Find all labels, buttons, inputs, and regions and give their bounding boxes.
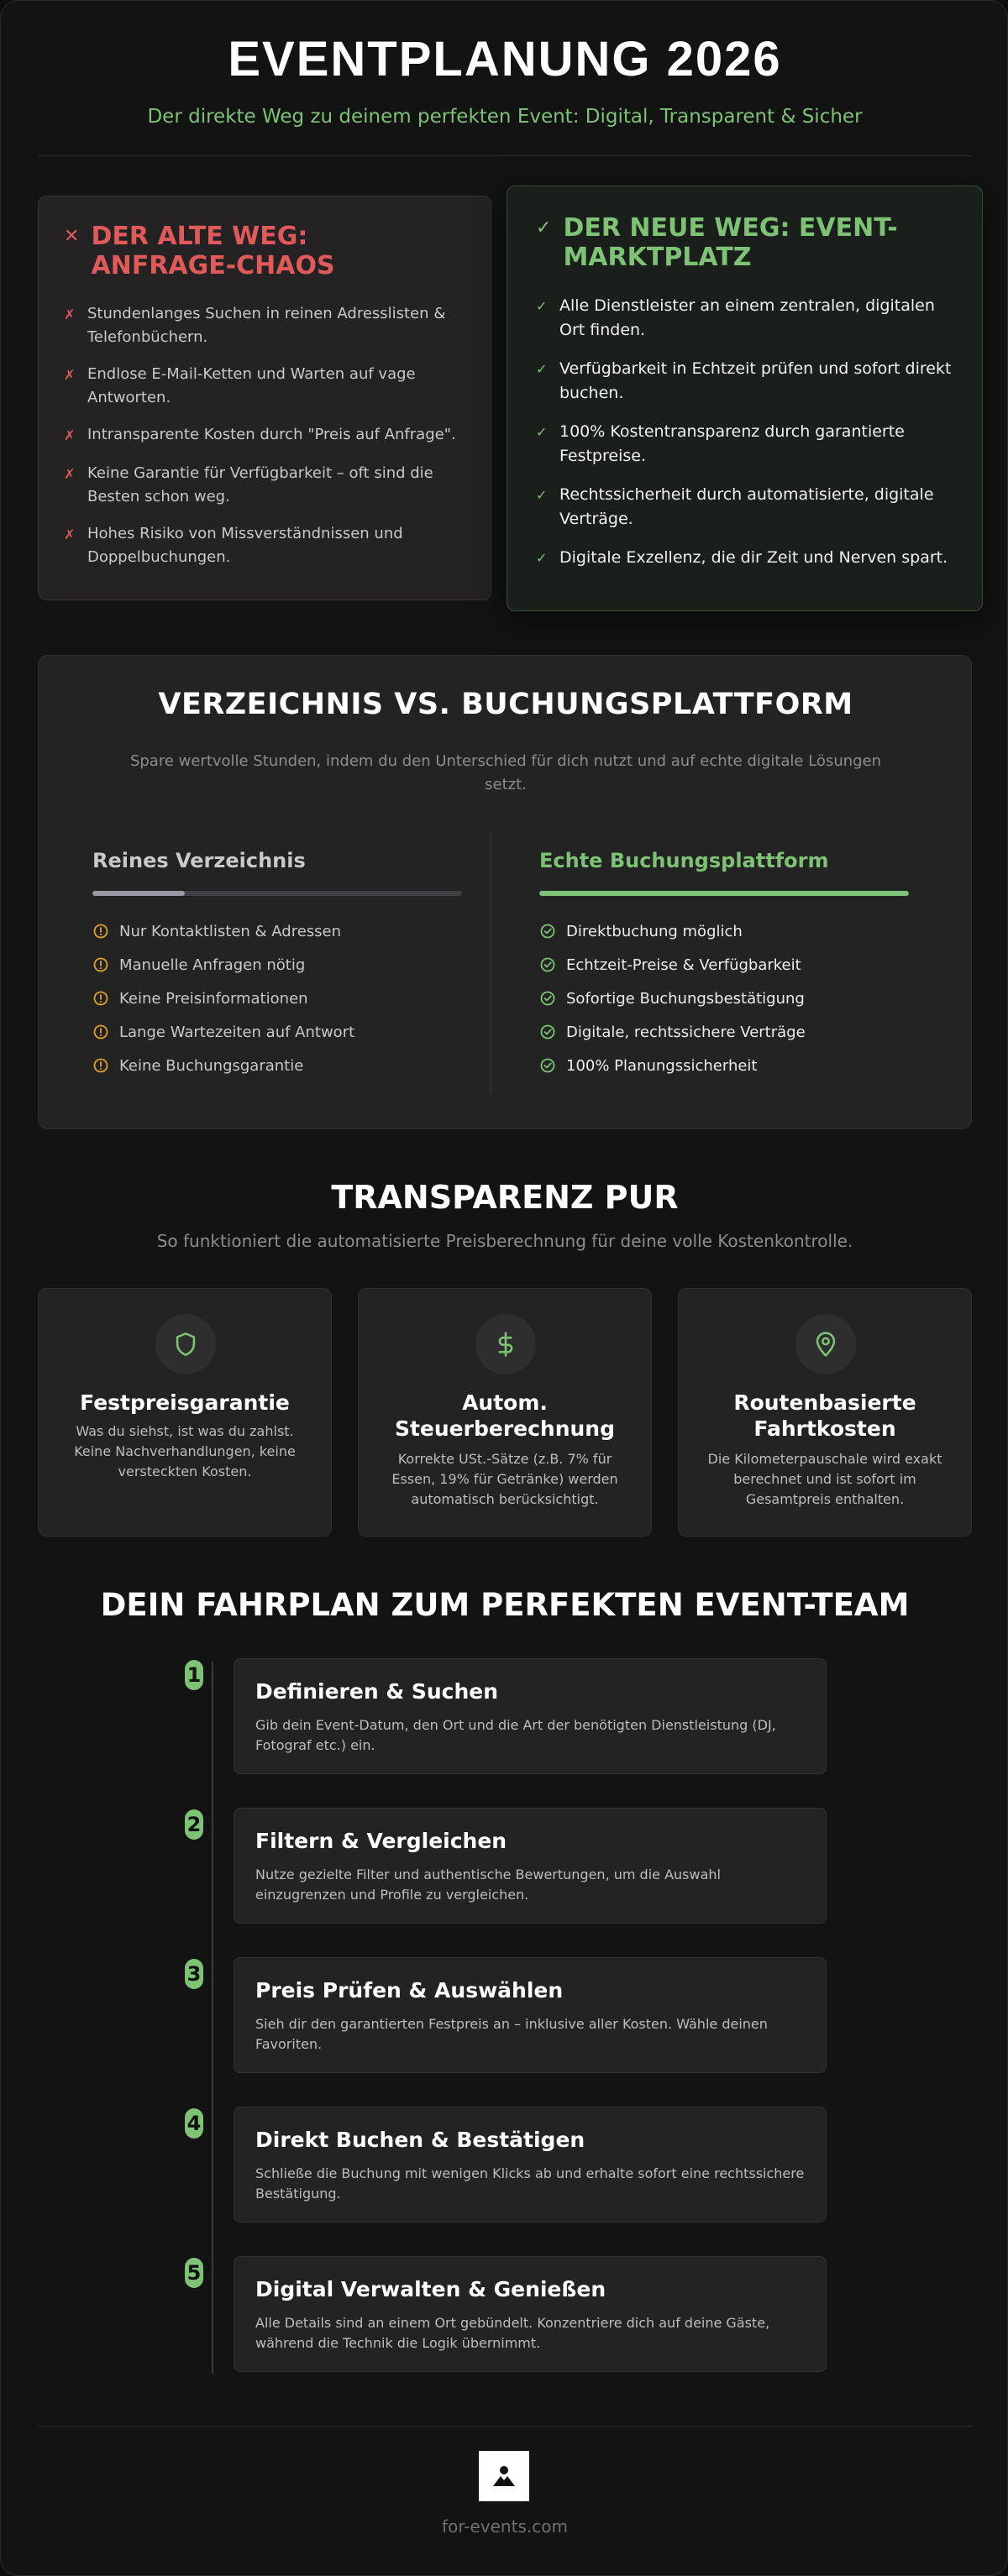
- page-subtitle: Der direkte Weg zu deinem perfekten Event: Digital, Transparent & Sicher: [147, 106, 863, 128]
- step-description: Alle Details sind an einem Ort gebündelt. Konzentriere dich auf deine Gäste, während die Technik die Logik übernimmt.: [255, 2315, 770, 2351]
- transparency-subtitle: So funktioniert die automatisierte Preisberechnung für deine volle Kostenkontrolle.: [156, 1231, 853, 1251]
- footer-divider: [38, 2426, 972, 2427]
- platform-level-bar: [539, 891, 909, 896]
- platform-level-fill: [539, 891, 909, 896]
- comparison-section: [38, 655, 972, 1129]
- list-item: ✗ Endlose E-Mail-Ketten und Warten auf vage Antworten.: [64, 363, 465, 410]
- step-description: Gib dein Event-Datum, den Ort und die Art der benötigten Dienstleistung (DJ, Fotograf etc.) ein.: [255, 1717, 776, 1753]
- feature-description: Die Kilometerpauschale wird exakt berechnet und ist sofort im Gesamtpreis enthalten.: [707, 1451, 942, 1507]
- feature-title: Routenbasierte Fahrtkosten: [733, 1390, 916, 1441]
- roadmap-step: [234, 1957, 827, 2073]
- roadmap-step: [234, 2107, 827, 2223]
- roadmap-step: [234, 1808, 827, 1924]
- step-number: 4: [185, 2108, 203, 2139]
- step-title: Direkt Buchen & Bestätigen: [255, 2128, 585, 2152]
- map-pin-icon: [795, 1314, 856, 1374]
- brand-logo-icon[interactable]: [479, 2451, 529, 2501]
- list-item: Nur Kontaktlisten & Adressen: [92, 914, 462, 948]
- feature-title: Autom. Steuerberechnung: [394, 1390, 616, 1441]
- list-item: ✓ Digitale Exzellenz, die dir Zeit und Nerven spart.: [536, 546, 952, 571]
- list-item: ✗ Hohes Risiko von Missverständnissen und Doppelbuchungen.: [64, 522, 465, 569]
- list-item: Digitale, rechtssichere Verträge: [539, 1015, 909, 1049]
- header-divider: [38, 155, 972, 156]
- list-item: ✗ Keine Garantie für Verfügbarkeit – oft sind die Besten schon weg.: [64, 462, 465, 509]
- platform-list: [539, 914, 909, 1082]
- step-title: Filtern & Vergleichen: [255, 1829, 507, 1853]
- roadmap-timeline: [212, 1662, 213, 2374]
- step-number: 1: [185, 1660, 203, 1690]
- list-item: Lange Wartezeiten auf Antwort: [92, 1015, 462, 1049]
- directory-list: [92, 914, 462, 1082]
- old-way-list: [64, 302, 465, 569]
- directory-level-fill: [92, 891, 185, 896]
- check-mark-icon: ✓: [536, 361, 548, 377]
- alert-circle-icon: [92, 1024, 109, 1040]
- step-number: 2: [185, 1809, 203, 1840]
- list-item: ✓ Rechtssicherheit durch automatisierte, digitale Verträge.: [536, 483, 952, 531]
- new-way-heading: [536, 213, 952, 272]
- old-way-heading: [64, 222, 465, 280]
- step-description: Schließe die Buchung mit wenigen Klicks ab und erhalte sofort eine rechtssichere Bestätigung.: [255, 2165, 805, 2202]
- list-item: ✓ Verfügbarkeit in Echtzeit prüfen und sofort direkt buchen.: [536, 357, 952, 406]
- footer-site-link[interactable]: for-events.com: [442, 2516, 568, 2537]
- platform-column: [539, 849, 909, 1082]
- check-mark-icon: ✓: [536, 298, 548, 314]
- directory-title: Reines Verzeichnis: [92, 849, 306, 872]
- page-title: EVENTPLANUNG 2026: [228, 32, 782, 86]
- alert-circle-icon: [92, 923, 109, 940]
- new-way-card: [507, 186, 983, 611]
- comparison-title: VERZEICHNIS VS. BUCHUNGSPLATTFORM: [158, 688, 853, 721]
- list-item: Manuelle Anfragen nötig: [92, 948, 462, 982]
- list-item: 100% Planungssicherheit: [539, 1049, 909, 1082]
- roadmap-title: DEIN FAHRPLAN ZUM PERFEKTEN EVENT-TEAM: [100, 1587, 910, 1623]
- new-way-list: [536, 294, 952, 571]
- dollar-icon: [475, 1314, 536, 1374]
- step-title: Preis Prüfen & Auswählen: [255, 1978, 564, 2003]
- check-icon: ✓: [536, 217, 552, 238]
- check-circle-icon: [539, 990, 556, 1007]
- old-way-title: DER ALTE WEG: ANFRAGE-CHAOS: [91, 222, 335, 280]
- new-way-title: DER NEUE WEG: EVENT- MARKTPLATZ: [563, 213, 898, 272]
- cross-mark-icon: ✗: [64, 367, 76, 383]
- check-mark-icon: ✓: [536, 550, 548, 566]
- step-description: Sieh dir den garantierten Festpreis an – inklusive aller Kosten. Wähle deinen Favoriten.: [255, 2016, 768, 2052]
- feature-card-tax: [358, 1288, 652, 1537]
- list-item: ✓ Alle Dienstleister an einem zentralen, digitalen Ort finden.: [536, 294, 952, 343]
- list-item: Echtzeit-Preise & Verfügbarkeit: [539, 948, 909, 982]
- list-item: Direktbuchung möglich: [539, 914, 909, 948]
- check-mark-icon: ✓: [536, 487, 548, 503]
- header: [1, 31, 1008, 128]
- alert-circle-icon: [92, 956, 109, 973]
- feature-description: Was du siehst, ist was du zahlst. Keine Nachverhandlungen, keine versteckten Kosten.: [74, 1423, 296, 1479]
- feature-card-fixed-price: [38, 1288, 332, 1537]
- check-mark-icon: ✓: [536, 424, 548, 440]
- x-icon: ✕: [64, 226, 80, 247]
- check-circle-icon: [539, 1024, 556, 1040]
- alert-circle-icon: [92, 1057, 109, 1074]
- cross-mark-icon: ✗: [64, 466, 76, 482]
- check-circle-icon: [539, 956, 556, 973]
- check-circle-icon: [539, 923, 556, 940]
- shield-icon: [155, 1314, 216, 1374]
- directory-level-bar: [92, 891, 462, 896]
- list-item: Sofortige Buchungsbestätigung: [539, 982, 909, 1015]
- roadmap-step: [234, 2256, 827, 2372]
- list-item: ✗ Stundenlanges Suchen in reinen Adresslisten & Telefonbüchern.: [64, 302, 465, 349]
- alert-circle-icon: [92, 990, 109, 1007]
- cross-mark-icon: ✗: [64, 427, 76, 443]
- step-title: Digital Verwalten & Genießen: [255, 2277, 606, 2301]
- step-number: 3: [185, 1959, 203, 1989]
- cross-mark-icon: ✗: [64, 306, 76, 322]
- list-item: Keine Preisinformationen: [92, 982, 462, 1015]
- roadmap-step: [234, 1658, 827, 1774]
- directory-column: [92, 849, 462, 1082]
- old-way-card: [38, 196, 491, 600]
- platform-title: Echte Buchungsplattform: [539, 849, 829, 872]
- list-item: Keine Buchungsgarantie: [92, 1049, 462, 1082]
- comparison-subtitle: Spare wertvolle Stunden, indem du den Unterschied für dich nutzt und auf echte digitale Lösungen setzt.: [129, 752, 882, 793]
- step-number: 5: [185, 2258, 203, 2288]
- cross-mark-icon: ✗: [64, 526, 76, 542]
- feature-card-travel-costs: [678, 1288, 972, 1537]
- list-item: ✓ 100% Kostentransparenz durch garantierte Festpreise.: [536, 420, 952, 469]
- feature-description: Korrekte USt.-Sätze (z.B. 7% für Essen, 19% für Getränke) werden automatisch berücksichtigt.: [391, 1451, 618, 1507]
- transparency-title: TRANSPARENZ PUR: [331, 1179, 679, 1216]
- check-circle-icon: [539, 1057, 556, 1074]
- feature-title: Festpreisgarantie: [80, 1390, 290, 1415]
- step-title: Definieren & Suchen: [255, 1679, 499, 1704]
- list-item: ✗ Intransparente Kosten durch "Preis auf Anfrage".: [64, 423, 465, 448]
- step-description: Nutze gezielte Filter und authentische Bewertungen, um die Auswahl einzugrenzen und Profile zu vergleichen.: [255, 1867, 721, 1903]
